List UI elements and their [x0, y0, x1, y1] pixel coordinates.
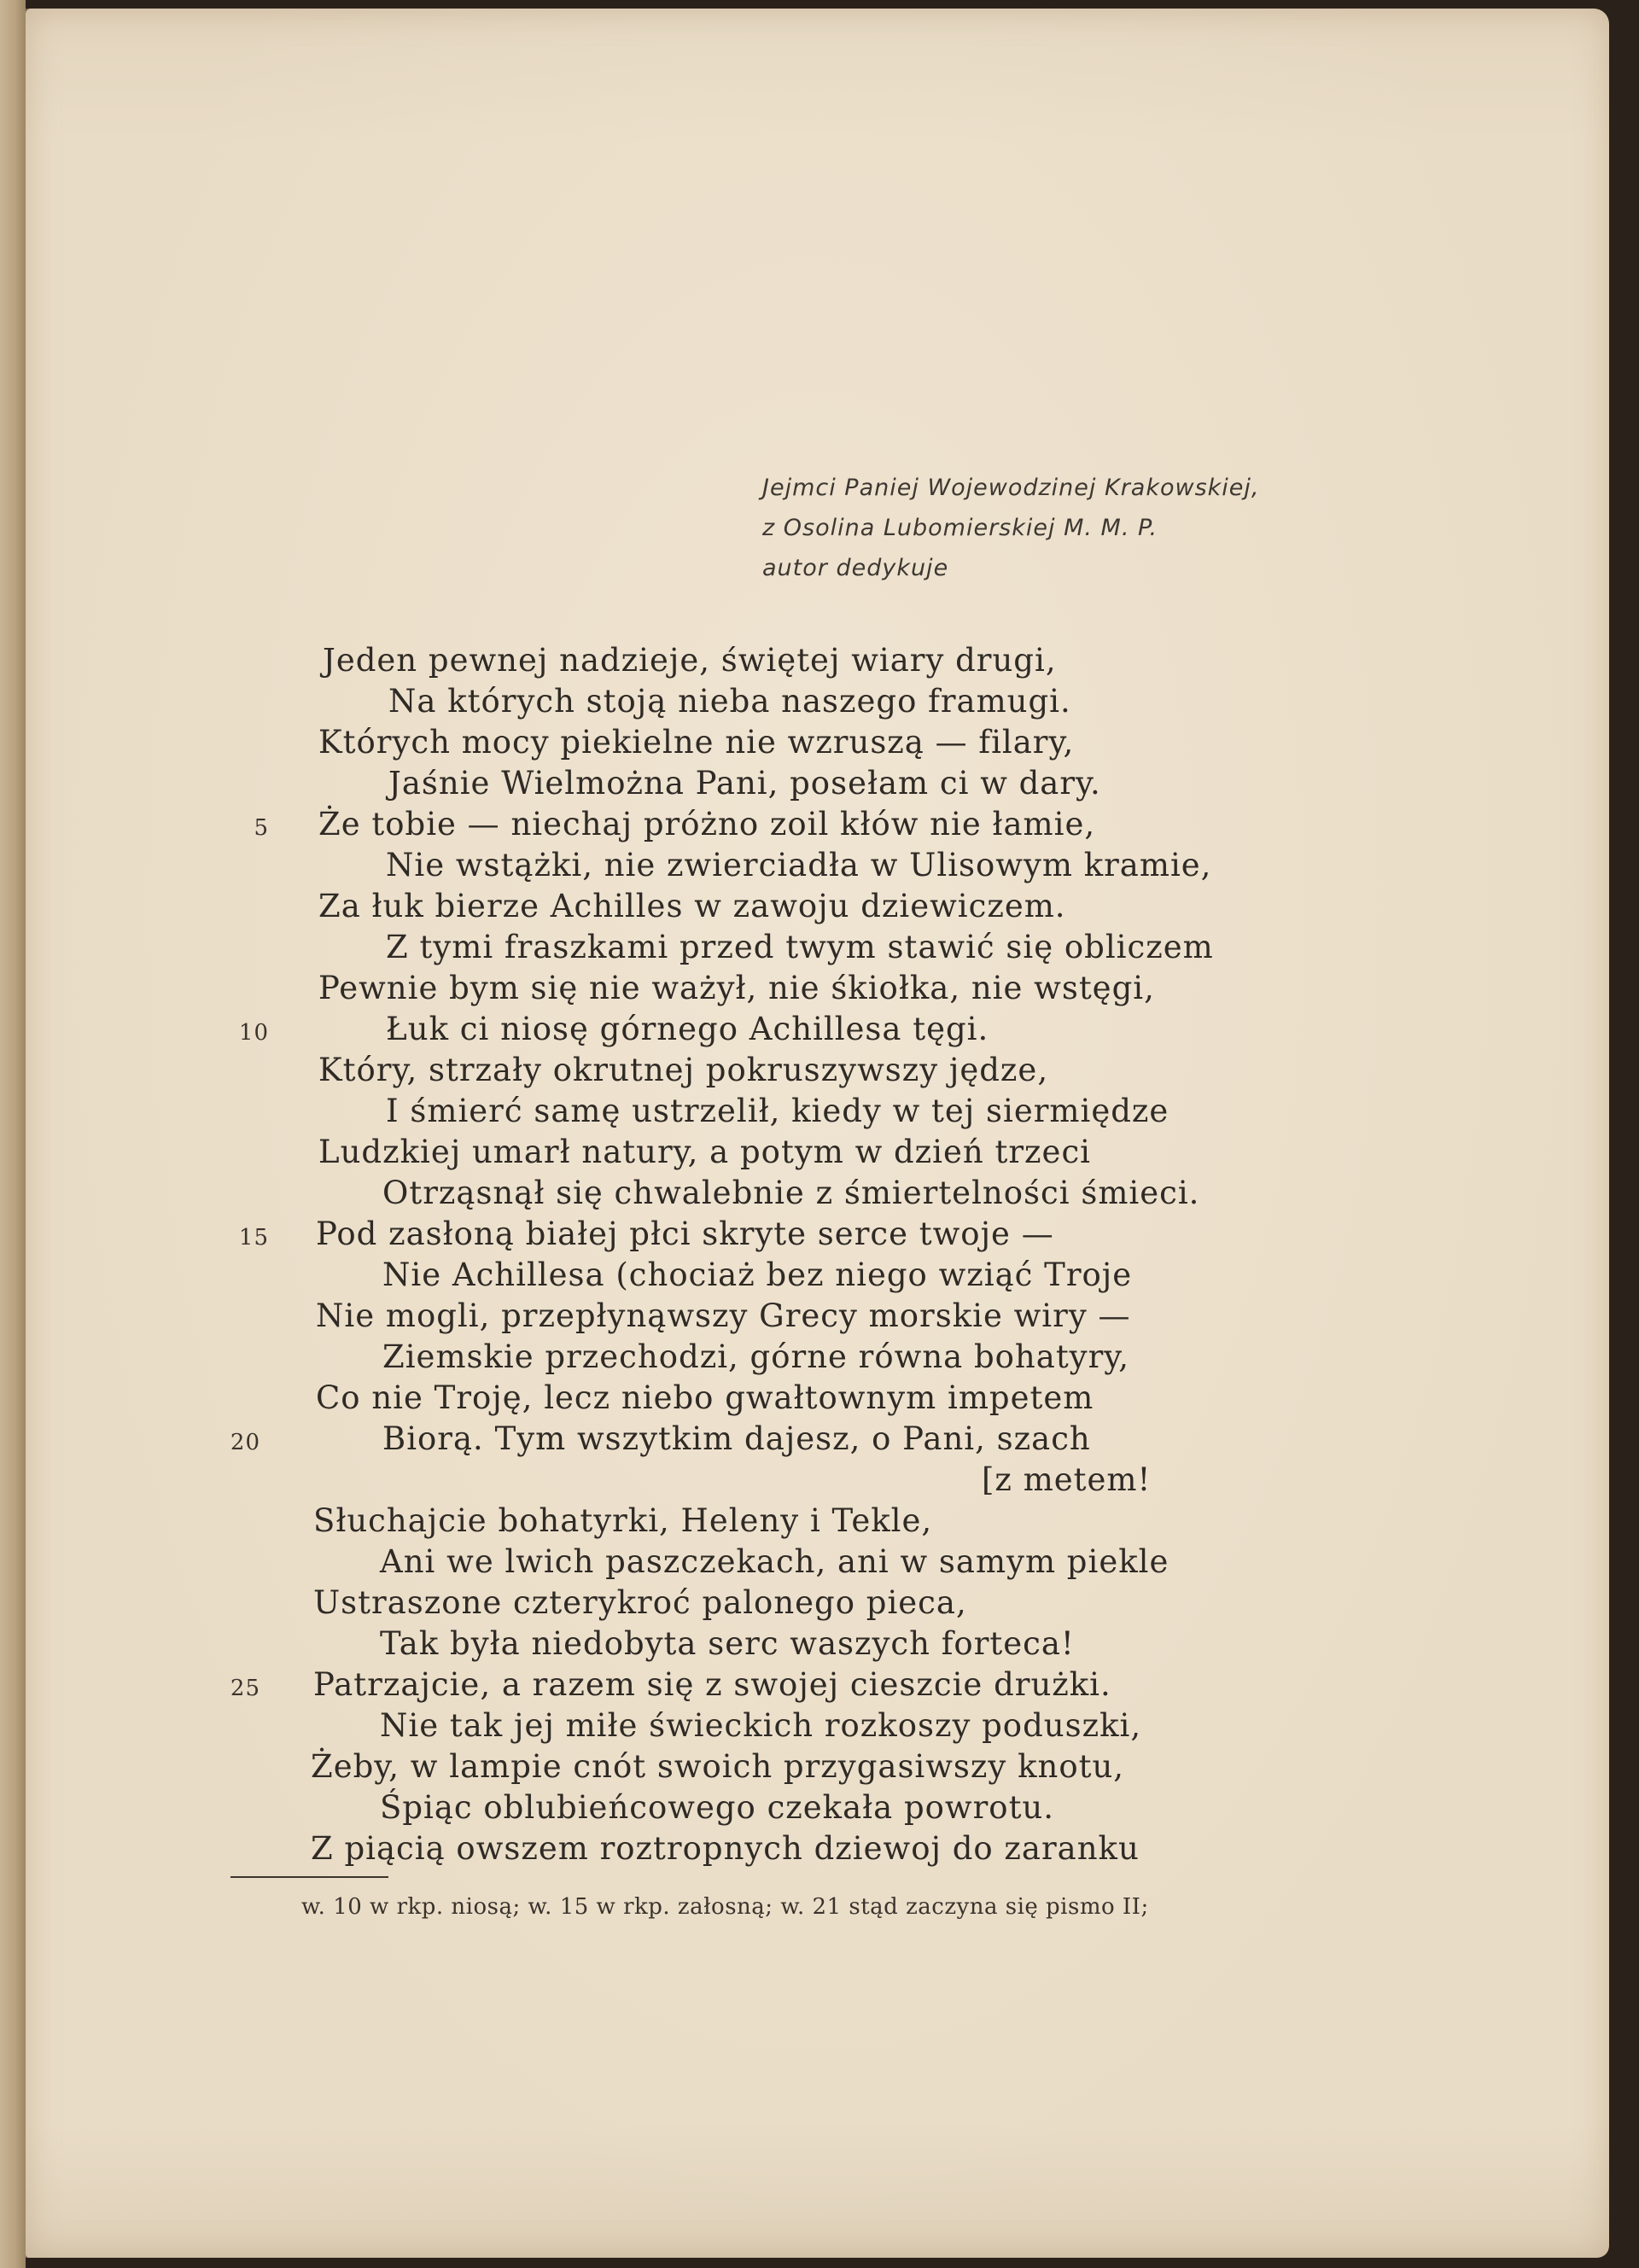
line-text: Nie Achillesa (chociaż bez niego wziąć Troje: [382, 1256, 1133, 1293]
line-number: 20: [230, 1430, 260, 1455]
line-text: Słuchajcie bohatyrki, Heleny i Tekle,: [313, 1502, 933, 1539]
line-text: Z piącią owszem roztropnych dziewoj do zaranku: [311, 1830, 1140, 1867]
line-text: Nie tak jej miłe świeckich rozkoszy poduszki,: [380, 1707, 1142, 1744]
footnote: w. 10 w rkp. niosą; w. 15 w rkp. załosną; w. 21 stąd zaczyna się pismo II;: [301, 1894, 1149, 1920]
line-text: Których mocy piekielne nie wzruszą — filary,: [318, 724, 1075, 761]
line-text: Z tymi fraszkami przed twym stawić się obliczem: [386, 929, 1214, 965]
footnote-rule: [230, 1876, 388, 1878]
line-text: Żeby, w lampie cnót swoich przygasiwszy knotu,: [311, 1748, 1125, 1785]
line-text: Biorą. Tym wszytkim dajesz, o Pani, szach: [382, 1420, 1091, 1457]
line-text: Ludzkiej umarł natury, a potym w dzień trzeci: [318, 1134, 1091, 1170]
line-text: I śmierć samę ustrzelił, kiedy w tej siermiędze: [386, 1093, 1169, 1129]
line-text: Co nie Troję, lecz niebo gwałtownym impetem: [316, 1379, 1094, 1416]
line-text: Że tobie — niechaj próżno zoil kłów nie łamie,: [318, 806, 1096, 842]
book-spine: [0, 0, 26, 2268]
line-text: Nie wstążki, nie zwierciadła w Ulisowym kramie,: [386, 847, 1212, 883]
line-text: Pewnie bym się nie ważył, nie śkiołka, nie wstęgi,: [318, 970, 1155, 1006]
line-number: 15: [238, 1225, 269, 1251]
line-text: Śpiąc oblubieńcowego czekała powrotu.: [380, 1789, 1055, 1826]
line-text: Ziemskie przechodzi, górne równa bohatyry,: [382, 1338, 1130, 1375]
line-text: Otrząsnął się chwalebnie z śmiertelności śmieci.: [382, 1175, 1200, 1211]
dedication-line: Jejmci Paniej Wojewodzinej Krakowskiej,: [762, 475, 1260, 501]
line-text: Łuk ci niosę górnego Achillesa tęgi.: [386, 1011, 989, 1047]
line-text: Jeden pewnej nadzieje, świętej wiary drugi,: [323, 642, 1057, 679]
line-text: Na których stoją nieba naszego framugi.: [388, 683, 1071, 720]
line-text: Który, strzały okrutnej pokruszywszy jędze,: [318, 1052, 1049, 1088]
dedication: [762, 468, 1259, 588]
line-text: Jaśnie Wielmożna Pani, posełam ci w dary.: [388, 765, 1101, 802]
line-text: Nie mogli, przepłynąwszy Grecy morskie wiry —: [316, 1297, 1131, 1334]
dedication-line: z Osolina Lubomierskiej M. M. P.: [762, 515, 1158, 541]
line-number: 10: [238, 1020, 269, 1046]
line-text: Pod zasłoną białej płci skryte serce twoje —: [316, 1216, 1054, 1252]
line-text: Za łuk bierze Achilles w zawoju dziewiczem.: [318, 888, 1066, 924]
line-text: [z metem!: [982, 1461, 1152, 1498]
line-text: Ani we lwich paszczekach, ani w samym piekle: [380, 1543, 1169, 1580]
line-text: Patrzajcie, a razem się z swojej cieszcie drużki.: [313, 1666, 1111, 1703]
line-text: Tak była niedobyta serc waszych forteca!: [380, 1625, 1075, 1662]
line-text: Ustraszone czterykroć palonego pieca,: [313, 1584, 967, 1621]
line-number: 5: [254, 815, 269, 841]
line-number: 25: [230, 1676, 260, 1701]
dedication-line: autor dedykuje: [762, 555, 949, 581]
